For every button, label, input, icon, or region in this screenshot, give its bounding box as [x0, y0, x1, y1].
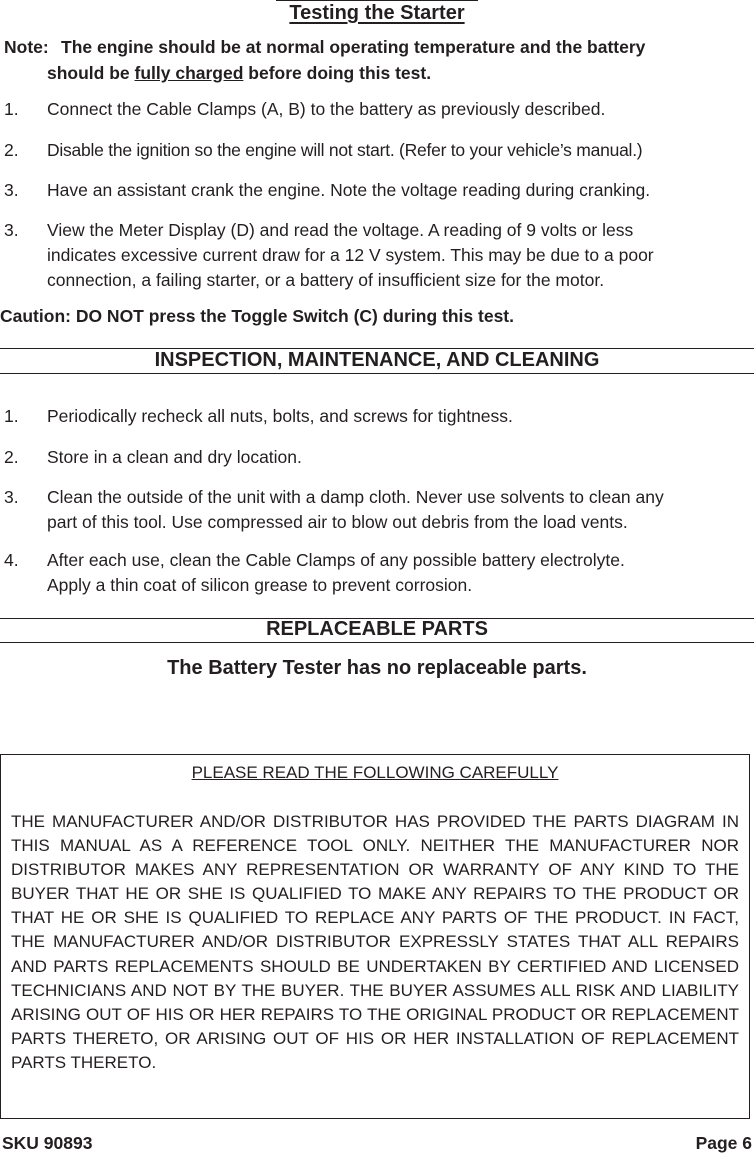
inspection-heading: INSPECTION, MAINTENANCE, AND CLEANING	[154, 349, 600, 371]
section-rule-bottom	[0, 642, 754, 643]
caution-text: Caution: DO NOT press the Toggle Switch (C) during this test.	[0, 306, 514, 326]
disclaimer-box	[0, 754, 750, 1119]
title-overline	[276, 0, 478, 1]
footer-page-number: Page 6	[695, 1133, 752, 1153]
page-title: Testing the Starter	[289, 2, 465, 24]
note-label: Note:	[4, 37, 49, 57]
replaceable-heading: REPLACEABLE PARTS	[266, 618, 488, 640]
footer-sku: SKU 90893	[2, 1133, 93, 1153]
replaceable-text: The Battery Tester has no replaceable parts.	[167, 657, 587, 679]
note-line-1: The engine should be at normal operating temperature and the battery	[61, 37, 646, 57]
disclaimer-body: THE MANUFACTURER AND/OR DISTRIBUTOR HAS PROVIDED THE PARTS DIAGRAM IN THIS MANUAL AS A REFERENCE TOOL ONLY. NEITHER THE MANUFACTURER NOR DISTRIBUTOR MAKES ANY REPRESENTATION OR WARRANTY OF ANY KIND TO THE BUYER THAT HE OR SHE IS QUALIFIED TO MAKE ANY REPAIRS TO THE PRODUCT OR THAT HE OR SHE IS QUALIFIED TO REPLACE ANY PARTS OF THE PRODUCT. IN FACT, THE MANUFACTURER AND/OR DISTRIBUTOR EXPRESSLY STATES THAT ALL REPAIRS AND PARTS REPLACEMENTS SHOULD BE UNDERTAKEN BY CERTIFIED AND LICENSED TECHNICIANS AND NOT BY THE BUYER. THE BUYER ASSUMES ALL RISK AND LIABILITY ARISING OUT OF HIS OR HER REPAIRS TO THE ORIGINAL PRODUCT OR REPLACEMENT PARTS THERETO, OR ARISING OUT OF HIS OR HER INSTALLATION OF REPLACEMENT PARTS THERETO.	[11, 812, 739, 1072]
section-rule-bottom	[0, 373, 754, 374]
note-line-2: should be fully charged before doing this test.	[47, 63, 432, 83]
note-emphasis: fully charged	[134, 63, 244, 83]
disclaimer-heading: PLEASE READ THE FOLLOWING CAREFULLY	[191, 763, 559, 782]
